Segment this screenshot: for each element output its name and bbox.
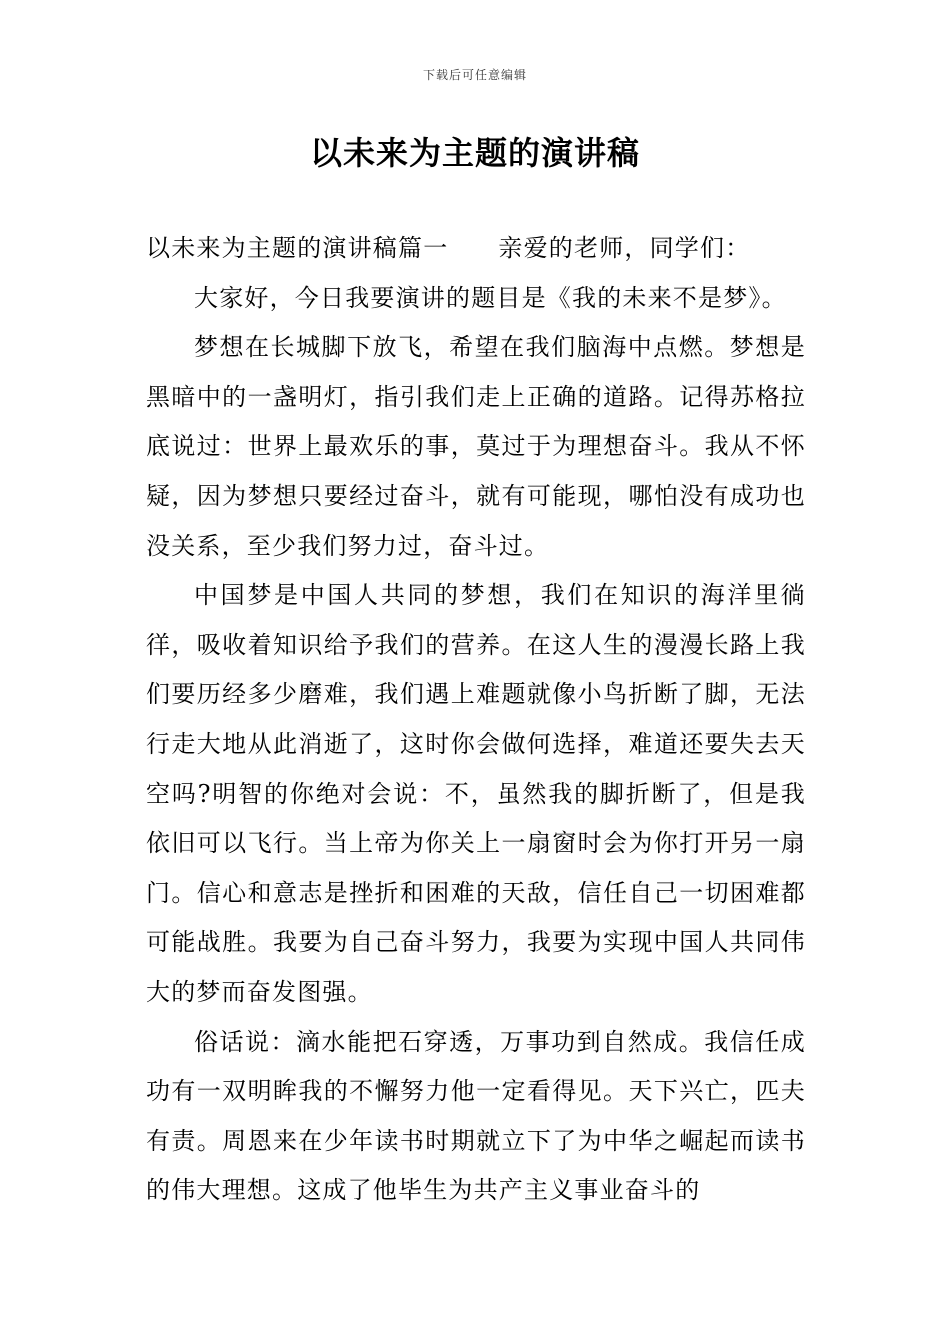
paragraph: 俗话说：滴水能把石穿透，万事功到自然成。我信任成功有一双明眸我的不懈努力他一定看得见。天下兴亡，匹夫有责。周恩来在少年读书时期就立下了为中华之崛起而读书的伟大理想。这成了他毕生为共产主义事业奋斗的 (146, 1027, 806, 1205)
paragraph: 梦想在长城脚下放飞，希望在我们脑海中点燃。梦想是黑暗中的一盏明灯，指引我们走上正确的道路。记得苏格拉底说过：世界上最欢乐的事，莫过于为理想奋斗。我从不怀疑，因为梦想只要经过奋斗，就有可能现，哪怕没有成功也没关系，至少我们努力过，奋斗过。 (146, 333, 806, 560)
document-body (146, 224, 806, 1216)
salutation: 亲爱的老师，同学们： (498, 234, 751, 262)
opening-line (146, 224, 806, 274)
section-label: 以未来为主题的演讲稿篇一 (146, 234, 449, 262)
paragraph: 中国梦是中国人共同的梦想，我们在知识的海洋里徜徉，吸收着知识给予我们的营养。在这人生的漫漫长路上我们要历经多少磨难，我们遇上难题就像小鸟折断了脚，无法行走大地从此消逝了，这时你会做何选择，难道还要失去天空吗?明智的你绝对会说：不，虽然我的脚折断了，但是我依旧可以飞行。当上帝为你关上一扇窗时会为你打开另一扇门。信心和意志是挫折和困难的天敌，信任自己一切困难都可能战胜。我要为自己奋斗努力，我要为实现中国人共同伟大的梦而奋发图强。 (146, 581, 806, 1006)
document-title: 以未来为主题的演讲稿 (309, 134, 640, 172)
header-note: 下载后可任意编辑 (422, 68, 527, 82)
paragraph: 大家好，今日我要演讲的题目是《我的未来不是梦》。 (194, 283, 787, 312)
